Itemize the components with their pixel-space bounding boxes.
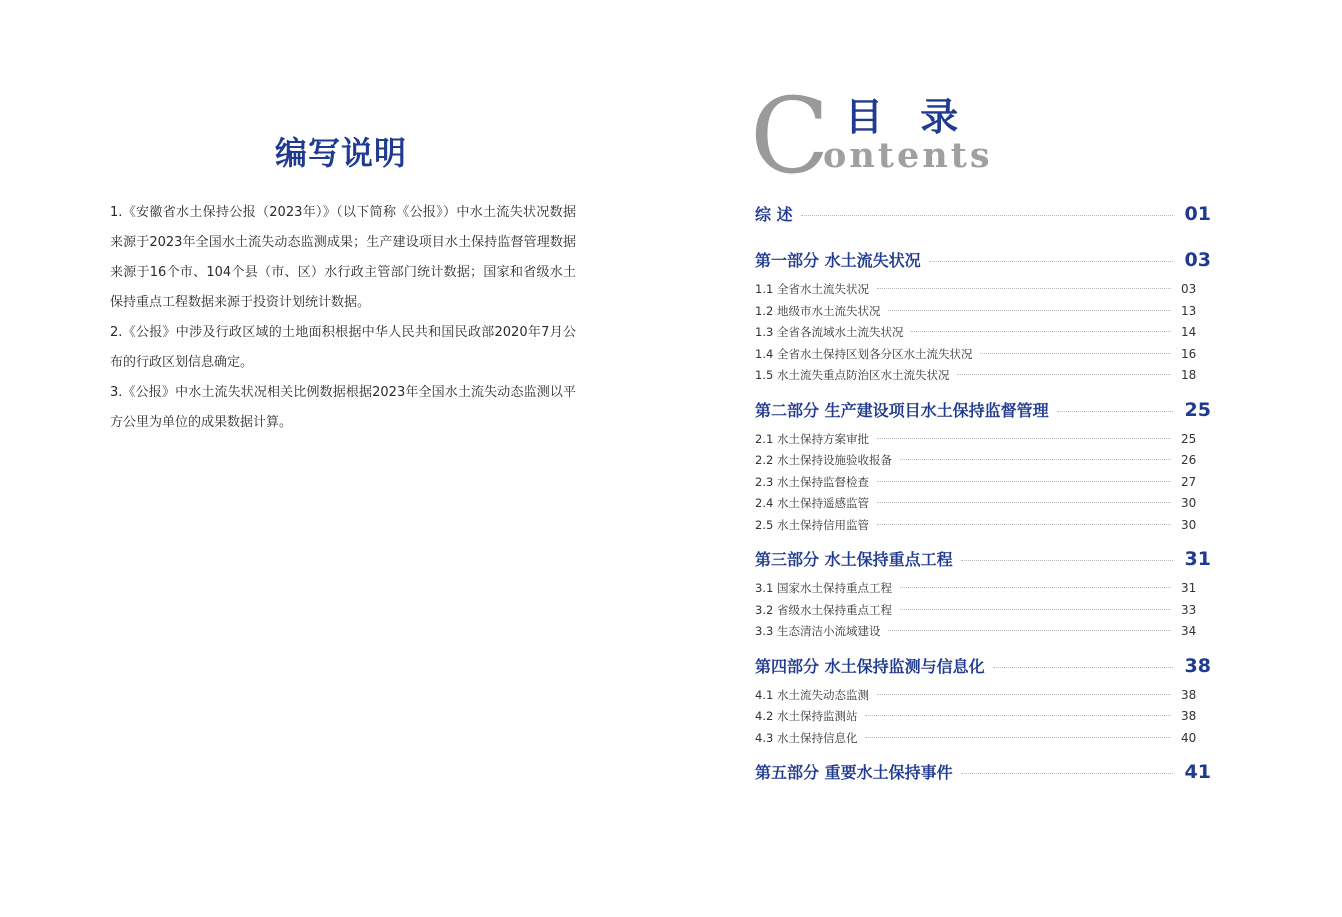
toc-section-label: 第三部分 水土保持重点工程: [755, 550, 953, 569]
toc-page-number: 33: [1181, 602, 1197, 617]
toc-page-number: 26: [1181, 453, 1197, 467]
dot-leader: [888, 310, 1171, 311]
toc-subsection-row[interactable]: [755, 346, 1211, 368]
toc-subsection-row[interactable]: [755, 623, 1211, 645]
toc-page-number: 13: [1181, 303, 1197, 318]
toc-subsection-row[interactable]: [755, 687, 1211, 709]
toc-page-number: 31: [1184, 548, 1211, 570]
toc-section-row[interactable]: [755, 389, 1211, 431]
dot-leader: [877, 694, 1171, 695]
toc-subsection-row[interactable]: [755, 708, 1211, 730]
contents-word: ontents: [823, 135, 993, 176]
note-paragraph: 3.《公报》中水土流失状况相关比例数据根据2023年全国水土流失动态监测以平方公里为单位的成果数据计算。: [110, 385, 576, 430]
table-of-contents: [755, 202, 1211, 793]
toc-subsection-row[interactable]: [755, 324, 1211, 346]
toc-subsection-row[interactable]: [755, 602, 1211, 624]
toc-section-row[interactable]: [755, 538, 1211, 580]
toc-subsection-label: 2.2 水土保持设施验收报备: [755, 453, 892, 467]
toc-subsection-label: 2.4 水土保持遥感监管: [755, 496, 869, 510]
page-title: 编写说明: [274, 134, 407, 172]
toc-section-row[interactable]: [755, 645, 1211, 687]
toc-subsection-label: 3.3 生态清洁小流域建设: [755, 624, 881, 638]
toc-page-number: 40: [1181, 730, 1197, 745]
dot-leader: [980, 353, 1171, 354]
toc-subsection-row[interactable]: [755, 580, 1211, 602]
note-paragraph: 2.《公报》中涉及行政区域的土地面积根据中华人民共和国民政部2020年7月公布的行政区划信息确定。: [110, 325, 576, 370]
toc-page-number: 30: [1181, 517, 1197, 532]
toc-page-number: 25: [1181, 431, 1197, 446]
toc-subsection-row[interactable]: [755, 474, 1211, 496]
toc-subsection-label: 1.5 水土流失重点防治区水土流失状况: [755, 368, 950, 382]
toc-subsection-row[interactable]: [755, 452, 1211, 474]
contents-big-letter: C: [750, 75, 830, 197]
toc-subsection-row[interactable]: [755, 281, 1211, 303]
dot-leader: [911, 331, 1171, 332]
toc-subsection-label: 1.1 全省水土流失状况: [755, 282, 869, 296]
dot-leader: [877, 288, 1171, 289]
dot-leader: [900, 587, 1171, 588]
toc-subsection-label: 2.3 水土保持监督检查: [755, 474, 869, 489]
dot-leader: [993, 667, 1173, 668]
toc-subsection-label: 3.1 国家水土保持重点工程: [755, 581, 892, 595]
dot-leader: [957, 374, 1171, 375]
toc-subsection-label: 1.3 全省各流域水土流失状况: [755, 325, 904, 339]
toc-page-number: 01: [1184, 203, 1211, 225]
toc-subsection-label: 3.2 省级水土保持重点工程: [755, 602, 892, 617]
toc-section-label: 第二部分 生产建设项目水土保持监督管理: [755, 400, 1049, 420]
toc-page-number: 41: [1184, 761, 1211, 783]
toc-page-number: 34: [1181, 624, 1197, 638]
toc-subsection-label: 4.1 水土流失动态监测: [755, 687, 869, 702]
toc-subsection-row[interactable]: [755, 517, 1211, 539]
dot-leader: [865, 737, 1171, 738]
dot-leader: [900, 609, 1171, 610]
toc-subsection-row[interactable]: [755, 303, 1211, 325]
dot-leader: [1057, 411, 1173, 412]
toc-subsection-label: 4.3 水土保持信息化: [755, 730, 858, 745]
dot-leader: [877, 438, 1171, 439]
toc-page-number: 03: [1181, 282, 1197, 296]
toc-section-row[interactable]: [755, 239, 1211, 281]
toc-section-label: 第一部分 水土流失状况: [755, 251, 921, 270]
toc-page-number: 14: [1181, 325, 1197, 339]
toc-page-number: 25: [1184, 398, 1211, 421]
toc-page-number: 16: [1181, 346, 1197, 361]
dot-leader: [961, 773, 1173, 774]
toc-subsection-label: 1.4 全省水土保持区划各分区水土流失状况: [755, 346, 973, 361]
dot-leader: [888, 630, 1171, 631]
note-paragraph: 1.《安徽省水土保持公报（2023年）》（以下简称《公报》）中水土流失状况数据来源于2023年全国水土流失动态监测成果；生产建设项目水土保持监督管理数据来源于16个市、104个县（市、区）水行政主管部门统计数据；国家和省级水土保持重点工程数据来源于投资计划统计数据。: [110, 205, 576, 310]
toc-page-number: 30: [1181, 496, 1197, 510]
toc-page-number: 38: [1184, 654, 1211, 677]
toc-subsection-label: 2.5 水土保持信用监管: [755, 517, 869, 532]
toc-section-row[interactable]: [755, 202, 1211, 239]
toc-subsection-label: 4.2 水土保持监测站: [755, 709, 858, 723]
toc-section-label: 第五部分 重要水土保持事件: [755, 763, 953, 782]
toc-section-label: 第四部分 水土保持监测与信息化: [755, 656, 985, 676]
dot-leader: [929, 261, 1173, 262]
toc-subsection-label: 1.2 地级市水土流失状况: [755, 303, 881, 318]
dot-leader: [961, 560, 1173, 561]
toc-page-number: 38: [1181, 709, 1197, 723]
toc-page-number: 38: [1181, 687, 1197, 702]
right-page: [671, 0, 1342, 917]
toc-subsection-row[interactable]: [755, 495, 1211, 517]
toc-page-number: 18: [1181, 368, 1197, 382]
notes-block: [110, 198, 576, 438]
toc-subsection-label: 2.1 水土保持方案审批: [755, 431, 869, 446]
toc-page-number: 31: [1181, 581, 1197, 595]
toc-page-number: 03: [1184, 249, 1211, 271]
toc-title: 目 录: [845, 94, 971, 139]
dot-leader: [877, 481, 1171, 482]
toc-section-row[interactable]: [755, 751, 1211, 793]
toc-subsection-row[interactable]: [755, 367, 1211, 389]
toc-section-label: 综 述: [755, 205, 793, 224]
toc-page-number: 27: [1181, 474, 1197, 489]
toc-subsection-row[interactable]: [755, 431, 1211, 453]
dot-leader: [877, 502, 1171, 503]
dot-leader: [900, 459, 1171, 460]
dot-leader: [865, 715, 1171, 716]
dot-leader: [877, 524, 1171, 525]
dot-leader: [801, 215, 1173, 216]
toc-subsection-row[interactable]: [755, 730, 1211, 752]
